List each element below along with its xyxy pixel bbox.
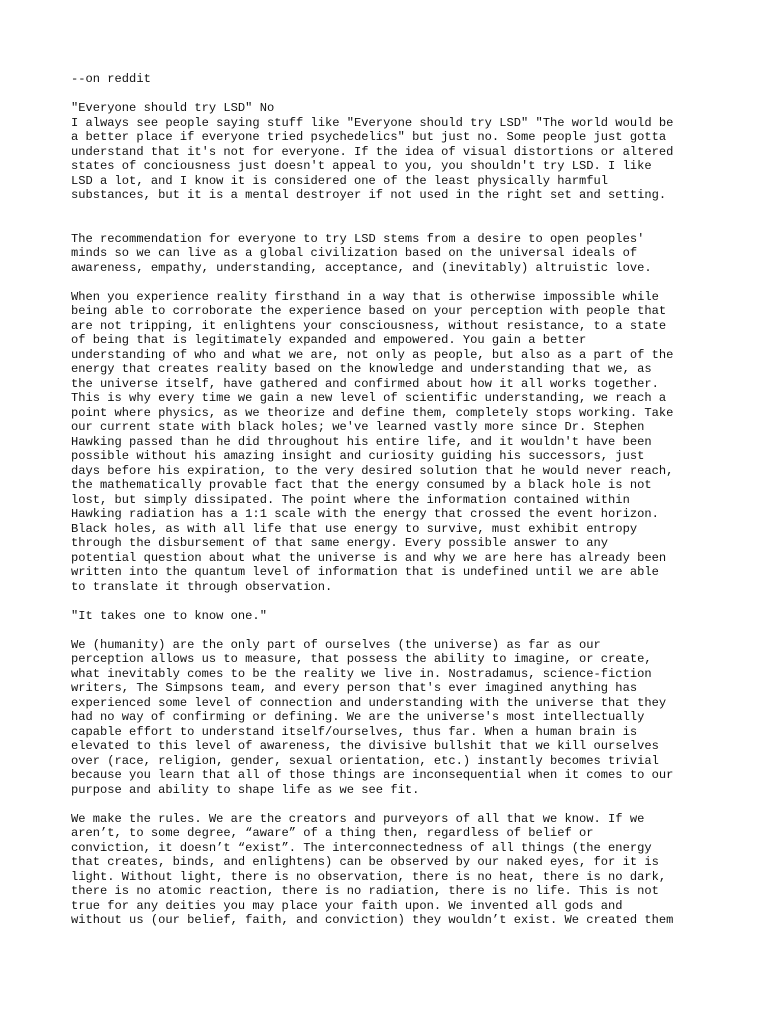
- text-line: to translate it through observation.: [71, 579, 333, 594]
- text-line: We (humanity) are the only part of ourselves (the universe) as far as our: [71, 637, 601, 652]
- text-line: had no way of confirming or defining. We are the universe's most intellectually: [71, 710, 645, 724]
- text-line: point where physics, as we theorize and define them, completely stops working. Take: [71, 405, 674, 420]
- post-title-line: "Everyone should try LSD" No: [71, 101, 275, 115]
- text-line: substances, but it is a mental destroyer if not used in the right set and setting.: [71, 188, 667, 202]
- text-line: possible without his amazing insight and curiosity guiding his successors, just: [71, 449, 645, 463]
- text-line: I always see people saying stuff like "Everyone should try LSD" "The world would be: [71, 115, 674, 130]
- text-line: This is why every time we gain a new level of scientific understanding, we reach a: [71, 391, 667, 405]
- text-line: of being that is legitimately expanded and empowered. You gain a better: [71, 333, 587, 347]
- text-line: Hawking radiation has a 1:1 scale with the energy that crossed the event horizon.: [71, 507, 659, 521]
- text-line: LSD a lot, and I know it is considered one of the least physically harmful: [71, 173, 609, 188]
- text-line: what inevitably comes to be the reality we live in. Nostradamus, science-fiction: [71, 666, 652, 681]
- text-line: minds so we can live as a global civilization based on the universal ideals of: [71, 246, 638, 260]
- text-line: without us (our belief, faith, and conviction) they wouldn’t exist. We created them: [71, 913, 674, 927]
- text-line: elevated to this level of awareness, the divisive bullshit that we kill ourselves: [71, 739, 659, 753]
- text-line: potential question about what the universe is and why we are here has already been: [71, 550, 667, 565]
- text-line: that creates, binds, and enlightens) can be observed by our naked eyes, for it is: [71, 855, 659, 869]
- text-line: purpose and ability to shape life as we see fit.: [71, 782, 420, 797]
- source-line: [71, 72, 711, 87]
- text-line: Black holes, as with all life that use energy to survive, must exhibit entropy: [71, 521, 638, 536]
- text-line: states of conciousness just doesn't appeal to you, you shouldn't try LSD. I like: [71, 159, 652, 173]
- paragraph-rules: [71, 812, 711, 928]
- paragraph-recommendation: [71, 232, 711, 276]
- text-line: aren’t, to some degree, “aware” of a thing then, regardless of belief or: [71, 826, 594, 840]
- text-line: written into the quantum level of information that is undefined until we are able: [71, 565, 659, 579]
- text-line: light. Without light, there is no observation, there is no heat, there is no dark,: [71, 869, 667, 884]
- text-line: conviction, it doesn’t “exist”. The interconnectedness of all things (the energy: [71, 840, 652, 855]
- text-line: awareness, empathy, understanding, acceptance, and (inevitably) altruistic love.: [71, 260, 652, 275]
- text-line: days before his expiration, to the very desired solution that he would never reach,: [71, 463, 674, 478]
- text-line: being able to corroborate the experience based on your perception with people that: [71, 304, 667, 318]
- quote-line: "It takes one to know one.": [71, 608, 267, 623]
- text-line: understanding of who and what we are, not only as people, but also as a part of the: [71, 347, 674, 362]
- text-line: the mathematically provable fact that the energy consumed by a black hole is not: [71, 478, 652, 492]
- text-line: When you experience reality firsthand in a way that is otherwise impossible while: [71, 289, 659, 304]
- text-line: over (race, religion, gender, sexual orientation, etc.) instantly becomes trivial: [71, 753, 659, 768]
- text-line: through the disbursement of that same energy. Every possible answer to any: [71, 536, 609, 550]
- text-line: --on reddit: [71, 72, 151, 86]
- text-line: a better place if everyone tried psychedelics" but just no. Some people just gotta: [71, 130, 667, 144]
- text-line: the universe itself, have gathered and confirmed about how it all works together.: [71, 376, 659, 391]
- text-line: We make the rules. We are the creators and purveyors of all that we know. If we: [71, 811, 645, 826]
- text-line: writers, The Simpsons team, and every person that's ever imagined anything has: [71, 681, 638, 695]
- text-line: Hawking passed than he did throughout his entire life, and it wouldn't have been: [71, 434, 652, 449]
- text-line: because you learn that all of those things are inconsequential when it comes to our: [71, 768, 674, 782]
- text-line: understand that it's not for everyone. If the idea of visual distortions or altered: [71, 144, 674, 159]
- text-line: true for any deities you may place your faith upon. We invented all gods and: [71, 898, 623, 913]
- text-line: are not tripping, it enlightens your consciousness, without resistance, to a state: [71, 318, 667, 333]
- paragraph-intro: [71, 101, 711, 203]
- text-line: perception allows us to measure, that possess the ability to imagine, or create,: [71, 652, 652, 666]
- text-line: experienced some level of connection and understanding with the universe that they: [71, 695, 667, 710]
- text-line: capable effort to understand itself/ourselves, thus far. When a human brain is: [71, 724, 638, 739]
- text-line: energy that creates reality based on the knowledge and understanding that we, as: [71, 362, 652, 376]
- paragraph-experience: [71, 290, 711, 595]
- text-line: there is no atomic reaction, there is no radiation, there is no life. This is not: [71, 884, 659, 898]
- paragraph-quote: [71, 609, 711, 624]
- paragraph-humanity: [71, 638, 711, 798]
- text-line: The recommendation for everyone to try LSD stems from a desire to open peoples': [71, 231, 645, 246]
- text-line: our current state with black holes; we've learned vastly more since Dr. Stephen: [71, 420, 645, 434]
- text-line: lost, but simply dissipated. The point where the information contained within: [71, 492, 630, 507]
- document-body: [71, 72, 711, 928]
